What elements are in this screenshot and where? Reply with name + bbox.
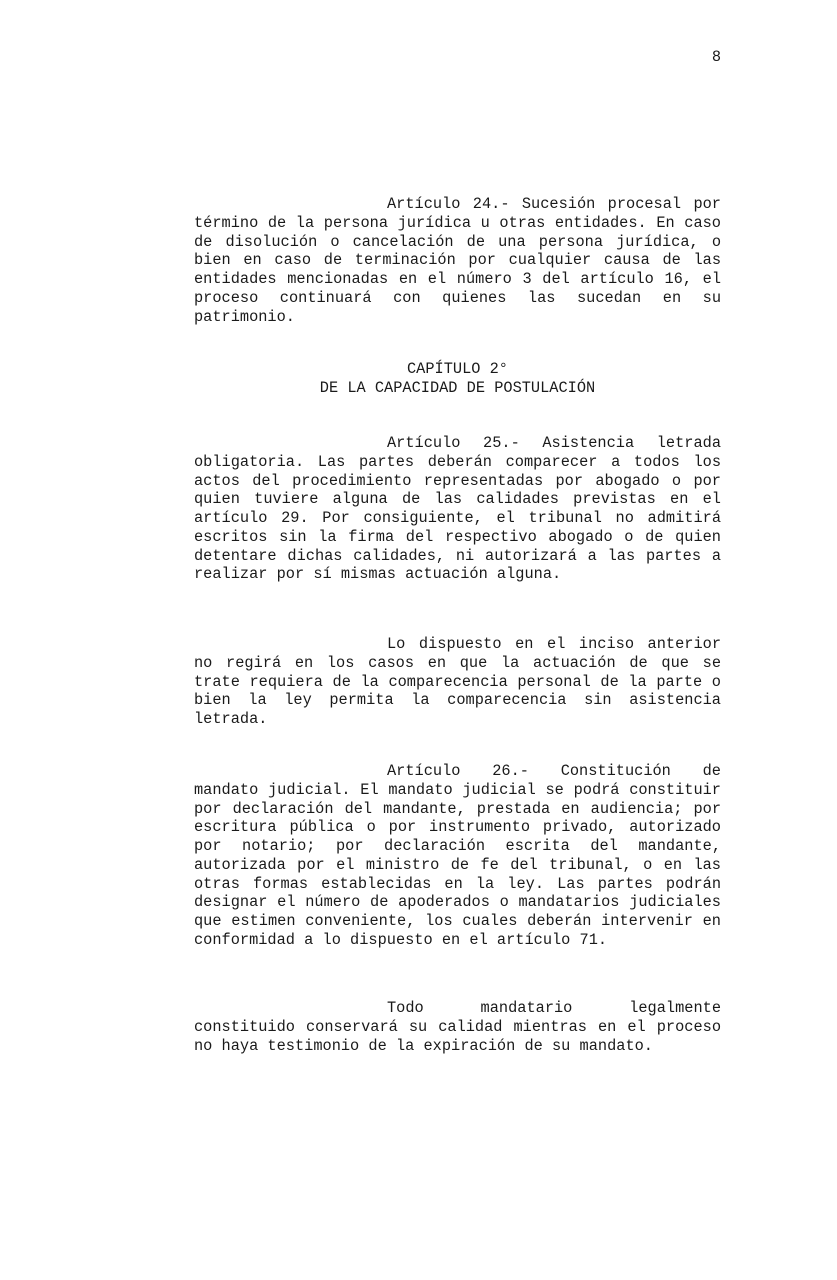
article-25-second-paragraph: Lo dispuesto en el inciso anterior no regirá en los casos en que la actuación de que se trate requiera de la comparecencia personal de la parte o bien la ley permita la comparecencia sin asistencia letrada. [194, 635, 721, 728]
article-25-paragraph: Artículo 25.- Asistencia letrada obligatoria. Las partes deberán comparecer a todos los actos del procedimiento representadas por abogado o por quien tuviere alguna de las calidades previstas en el artículo 29. Por consiguiente, el tribunal no admitirá escritos sin la firma del respectivo abogado o de quien detentare dichas calidades, ni autorizará a las partes a realizar por sí mismas actuación alguna. [194, 434, 721, 584]
chapter-heading [194, 360, 721, 398]
article-26-second-paragraph: Todo mandatario legalmente constituido conservará su calidad mientras en el proceso no haya testimonio de la expiración de su mandato. [194, 999, 721, 1055]
chapter-number: CAPÍTULO 2° [407, 360, 508, 378]
page-number: 8 [711, 48, 721, 66]
chapter-title: DE LA CAPACIDAD DE POSTULACIÓN [319, 378, 596, 397]
article-24-paragraph: Artículo 24.- Sucesión procesal por término de la persona jurídica u otras entidades. En caso de disolución o cancelación de una persona jurídica, o bien en caso de terminación por cualquier causa de las entidades mencionadas en el número 3 del artículo 16, el proceso continuará con quienes las sucedan en su patrimonio. [194, 195, 721, 326]
article-26-paragraph: Artículo 26.- Constitución de mandato judicial. El mandato judicial se podrá constituir por declaración del mandante, prestada en audiencia; por escritura pública o por instrumento privado, autorizado por notario; por declaración escrita del mandante, autorizada por el ministro de fe del tribunal, o en las otras formas establecidas en la ley. Las partes podrán designar el número de apoderados o mandatarios judiciales que estimen conveniente, los cuales deberán intervenir en conformidad a lo dispuesto en el artículo 71. [194, 762, 721, 949]
